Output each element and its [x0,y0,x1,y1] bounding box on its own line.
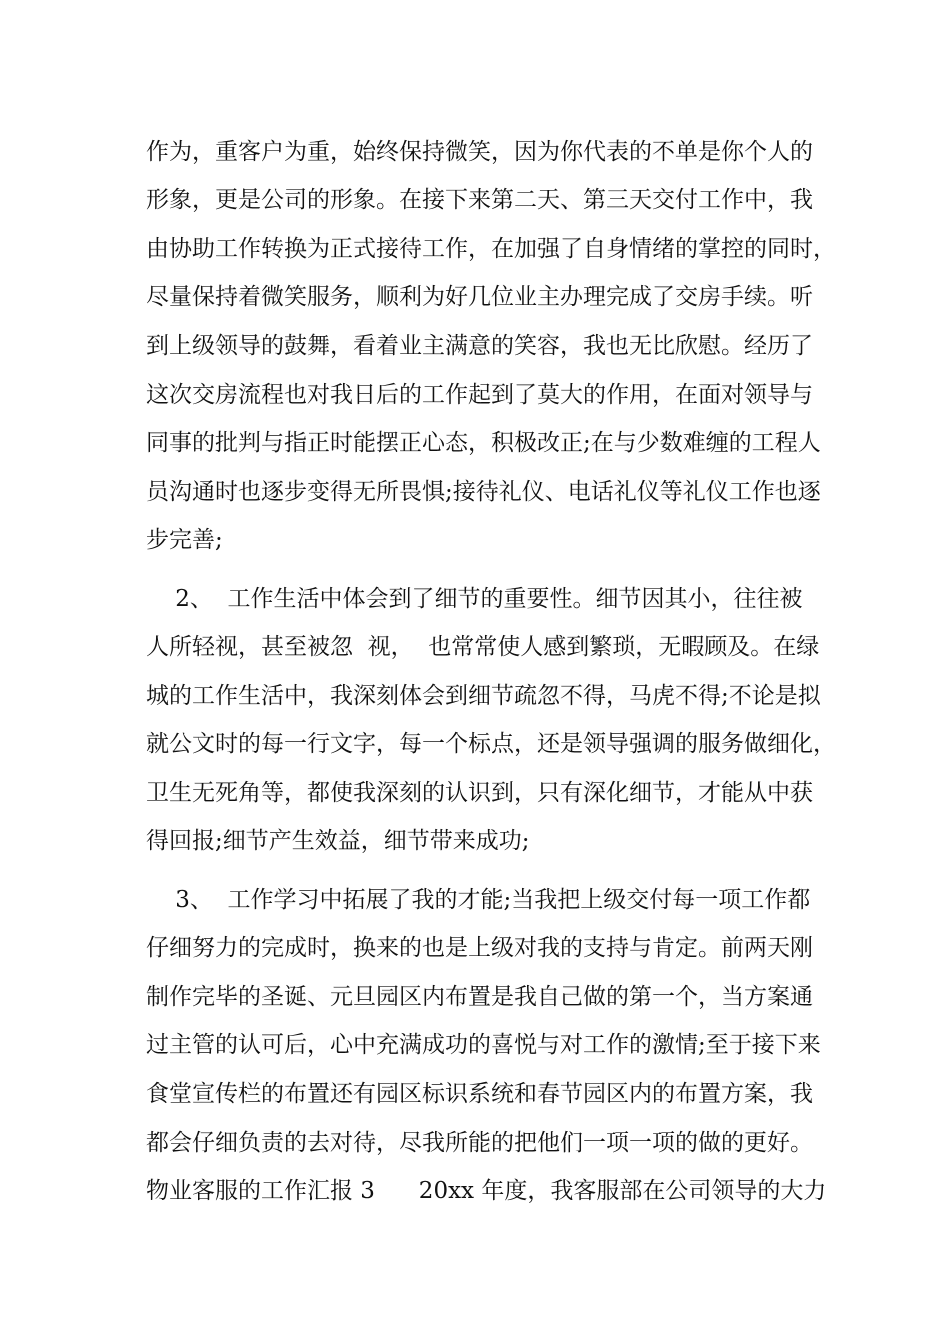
text-line: 制作完毕的圣诞、元旦园区内布置是我自己做的第一个，当方案通 [146,984,813,1010]
text-line: 作为，重客户为重，始终保持微笑，因为你代表的不单是你个人的 [146,139,813,165]
text-line: 这次交房流程也对我日后的工作起到了莫大的作用，在面对领导与 [146,382,813,408]
text-line: 同事的批判与指正时能摆正心态，积极改正;在与少数难缠的工程人 [146,430,821,456]
text-line: 卫生无死角等，都使我深刻的认识到，只有深化细节，才能从中获 [146,780,813,806]
text-line: 过主管的认可后，心中充满成功的喜悦与对工作的激情;至于接下来 [146,1032,821,1058]
text-line: 人所轻视，甚至被忽 视， 也常常使人感到繁琐，无暇顾及。在绿 [146,634,820,660]
text-line: 食堂宣传栏的布置还有园区标识系统和春节园区内的布置方案，我 [146,1081,813,1107]
text-line: 形象，更是公司的形象。在接下来第二天、第三天交付工作中，我 [146,187,813,213]
text-line: 就公文时的每一行文字，每一个标点，还是领导强调的服务做细化， [146,731,836,757]
paragraph-2-start: 2、 工作生活中体会到了细节的重要性。细节因其小，往往被 [146,586,803,612]
text-line: 尽量保持着微笑服务，顺利为好几位业主办理完成了交房手续。听 [146,284,813,310]
text-line: 都会仔细负责的去对待，尽我所能的把他们一项一项的做的更好。 [146,1130,813,1156]
text-line: 到上级领导的鼓舞，看着业主满意的笑容，我也无比欣慰。经历了 [146,333,813,359]
section-heading-line: 物业客服的工作汇报 3 20xx 年度，我客服部在公司领导的大力 [146,1178,827,1204]
paragraph-3-start: 3、 工作学习中拓展了我的才能;当我把上级交付每一项工作都 [146,887,811,913]
text-line: 仔细努力的完成时，换来的也是上级对我的支持与肯定。前两天刚 [146,935,813,961]
text-line: 由协助工作转换为正式接待工作，在加强了自身情绪的掌控的同时， [146,236,836,262]
text-line: 城的工作生活中，我深刻体会到细节疏忽不得，马虎不得;不论是拟 [146,683,821,709]
text-line: 员沟通时也逐步变得无所畏惧;接待礼仪、电话礼仪等礼仪工作也逐 [146,479,821,505]
text-line: 得回报;细节产生效益，细节带来成功; [146,828,530,854]
text-line: 步完善; [146,527,223,553]
